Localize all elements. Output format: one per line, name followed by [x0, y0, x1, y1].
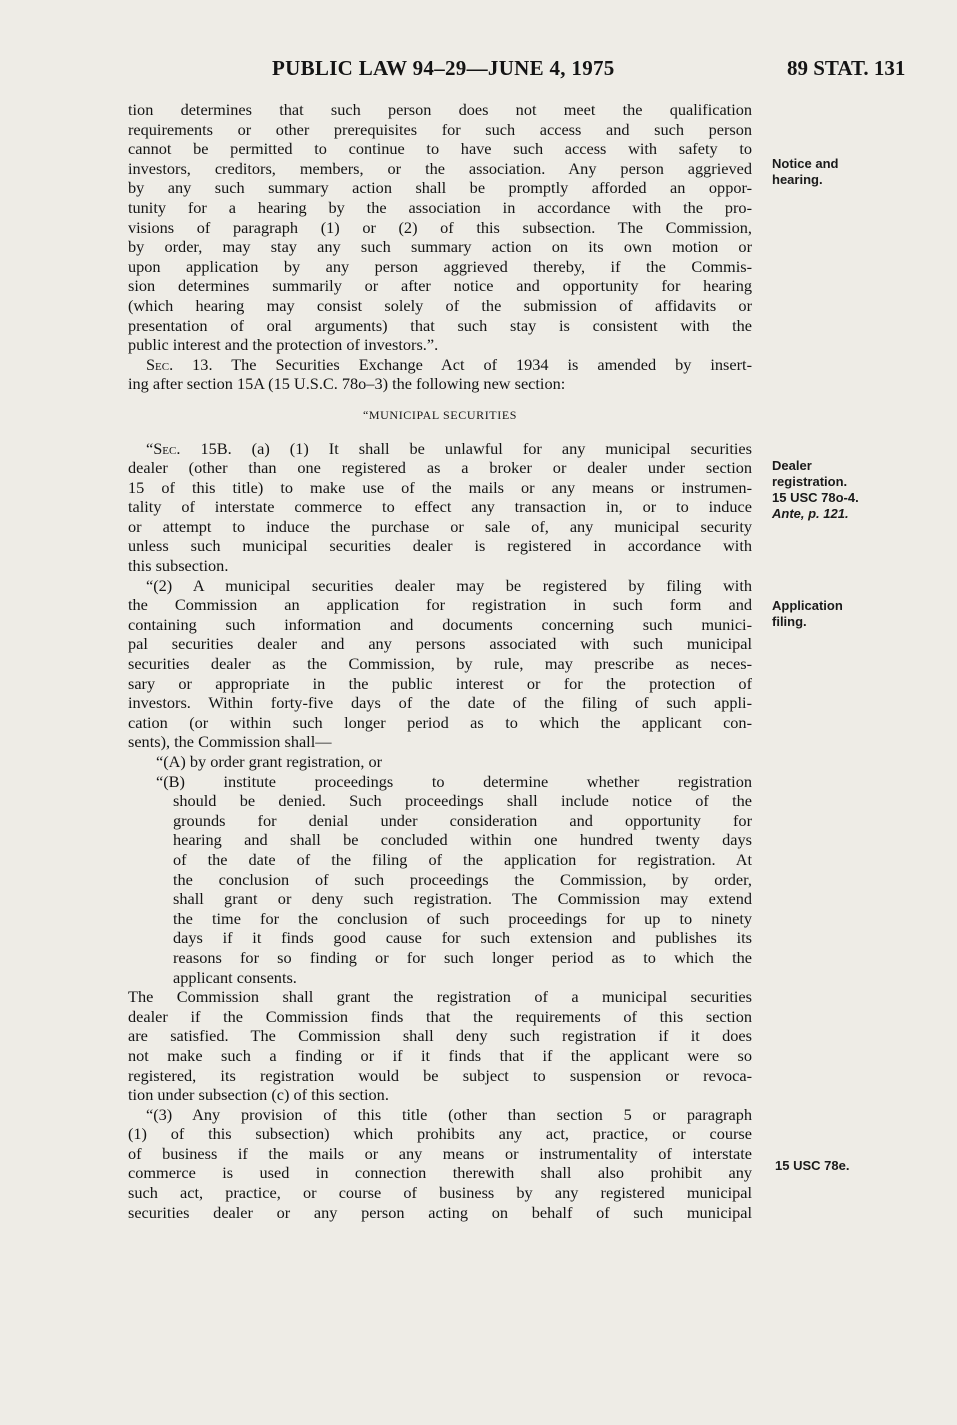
item-b-institute-proceedings: “(B) institute proceedings to determine whether registration should be denied. Such proceedings shall include notice of the grounds for denial under consideration and opportunity for hearing and shall be concluded within one hundred twenty days of the date of the filing of the application for registration. At the conclusion of such proceedings the Commission, by order, shall grant or deny such registration. The Commission may extend the time for the conclusion of such proceedings for up to ninety days if it finds good cause for such extension and publishes its reasons for so finding or for such longer period as to which the applicant consents. — [156, 771, 752, 987]
paragraph-commission-grant: The Commission shall grant the registration of a municipal securities dealer if the Commission finds that the requirements of this section are satisfied. The Commission shall deny such registration if it does not make such a finding or if it finds that if the applicant were so registered, its registration would be subject to suspension or revoca- tion under subsection (c) of this section. — [128, 987, 752, 1105]
section-heading-municipal-securities: “MUNICIPAL SECURITIES — [362, 407, 518, 422]
paragraph-a2-registration: “(2) A municipal securities dealer may be registered by filing with the Commission an application for registration in such form and containing such information and documents concerning such munici- pal securities dealer and any persons associated with such municipal securities dealer as the Commission, by rule, may prescribe as neces- sary or appropriate in the public interest or for the protection of investors. Within forty-five days of the date of the filing of such appli- cation (or within such longer period as to which the applicant con- sents), the Commission shall— — [128, 575, 752, 752]
paragraph-a3-prohibitions: “(3) Any provision of this title (other than section 5 or paragraph (1) of this subsection) which prohibits any act, practice, or course of business if the mails or any means or instrumentality of interstate commerce is used in connection therewith shall also prohibit any such act, practice, or course of business by any registered municipal securities dealer or any person acting on behalf of such municipal — [128, 1104, 752, 1222]
margin-note-notice-and-hearing: Notice and hearing. — [772, 156, 839, 187]
section-label: Sec. — [153, 438, 181, 458]
paragraph-section-15b-a1: “Sec. 15B. (a) (1) It shall be unlawful for any municipal securities dealer (other than one registered as a broker or dealer under section 15 of this title) to make use of the mails or any means or instrumen- tality of interstate commerce to effect any transaction in, or to induce or attempt to induce the purchase or sale of, any municipal security unless such municipal securities dealer is registered in accordance with this subsection. — [128, 438, 752, 576]
item-a-grant-registration: “(A) by order grant registration, or — [156, 752, 383, 771]
section-label: Sec. — [146, 354, 174, 374]
margin-note-15-usc-78e: 15 USC 78e. — [775, 1158, 850, 1173]
paragraph-summary-action: tion determines that such person does not meet the qualification requirements or other prerequisites for such access and such person cannot be permitted to continue to have such access with safety to investors, creditors, members, or the association. Any person aggrieved by any such summary action shall be promptly afforded an oppor- tunity for a hearing by the association in accordance with the pro- visions of paragraph (1) or (2) of this subsection. The Commission, by order, may stay any such summary action on its own motion or upon application by any person aggrieved thereby, if the Commis- sion determines summarily or after notice and opportunity for hearing (which hearing may consist solely of the submission of affidavits or presentation of oral arguments) that such stay is consistent with the public interest and the protection of investors.”. — [128, 100, 752, 355]
page-header-title: PUBLIC LAW 94–29—JUNE 4, 1975 — [272, 56, 615, 80]
margin-note-dealer-registration: Dealer registration. 15 USC 78o-4. Ante, p. 121. — [772, 458, 859, 521]
page-header-stat-number: 89 STAT. 131 — [787, 56, 906, 80]
body-text-column — [128, 100, 752, 1222]
paragraph-section-13: Sec. 13. The Securities Exchange Act of 1934 is amended by insert- ing after section 15A (15 U.S.C. 78o–3) the following new section: — [128, 354, 752, 394]
margin-note-application-filing: Application filing. — [772, 598, 843, 629]
